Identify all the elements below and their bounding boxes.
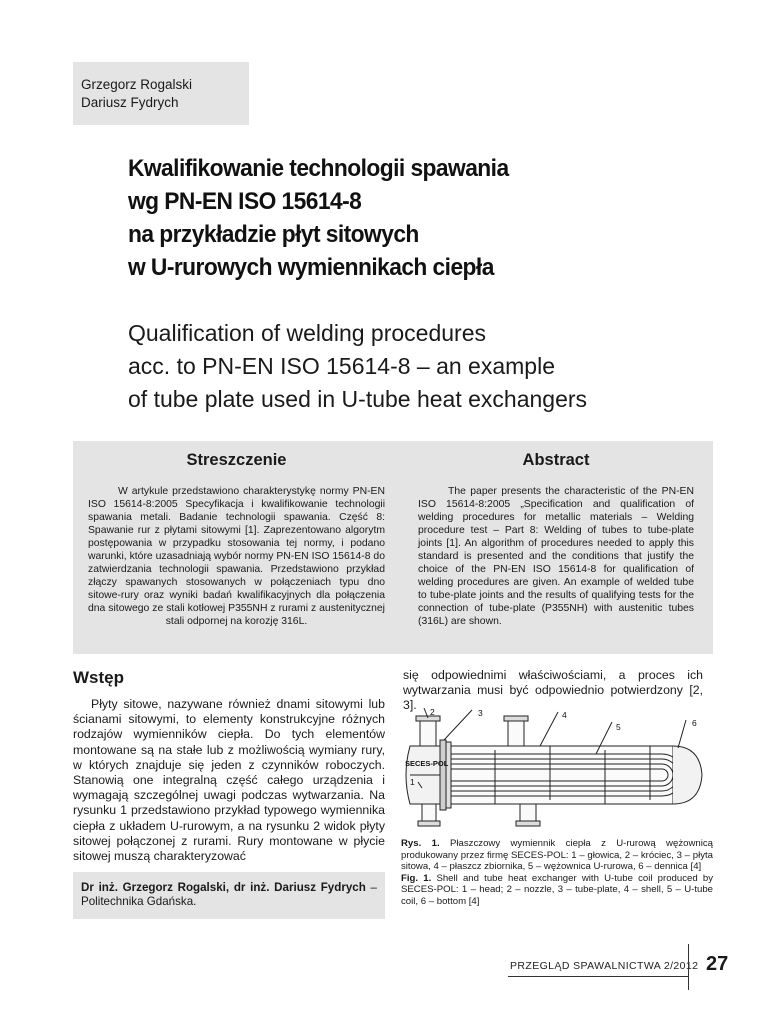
abstract-box [73, 441, 713, 654]
figure-caption [401, 838, 713, 908]
figure-label-2: 2 [430, 707, 435, 717]
shell-nozzle-bottom-flange [516, 821, 540, 826]
figure-label-1: 1 [410, 777, 415, 787]
tube-plate-flange [446, 742, 451, 808]
page-number-divider [688, 944, 689, 990]
author-name: Dariusz Fydrych [81, 95, 179, 110]
streszczenie-text: W artykule przedstawiono charakterystykę normy PN-EN ISO 15614-8:2005 Specyfikacja i kwalifikowanie technologii spawania metali. Badanie technologii spawania. Część 8: Spawanie rur z płytami sitowymi [1]. Zaprezentowano algorytm postępowania w przypadku stosowania tej normy, i podano warunki, które uzasadniają wybór normy PN-EN ISO 15614-8 do zatwierdzania technologii spawania. Przedstawiono przykład złączy spawanych stosowanych w połączeniach typu dno sitowe-rury oraz wyniki badań kwalifikacyjnych dla połączenia dna sitowego ze stali kotłowej P355NH z rurami z austenitycznej stali odpornej na korozję 316L. [88, 486, 385, 627]
intro-paragraph-left: Płyty sitowe, nazywane również dnami sitowymi lub ścianami sitowymi, to elementy konstrukcyjne różnych rodzajów wymienników ciepła. Do tych elementów montowane są na stałe lub z możliwością wymiany rury, w których znajduje się jeden z czynników roboczych. Stanowią one integralną część całego urządzenia i wymagają szczególnej uwagi podczas wytwarzania. Na rysunku 1 przedstawiono przykład typowego wymiennika ciepła z układem U-rurowym, a na rysunku 2 widok płyty sitowej połączonej z rurami. Rury montowane w płycie sitowej muszą charakteryzować [73, 697, 385, 864]
abstract-heading: Abstract [522, 451, 590, 469]
title-english-line: acc. to PN-EN ISO 15614-8 – an example [128, 353, 555, 379]
authors-box [73, 62, 249, 125]
caption-english [401, 873, 713, 908]
heat-exchanger-figure [400, 706, 712, 832]
caption-english-text: Shell and tube heat exchanger with U-tube coil produced by SECES-POL: 1 – head; 2 – nozzle, 3 – tube-plate, 4 – shell, 5 – U-tube coil, 6 – bottom [4] [401, 872, 714, 907]
streszczenie-heading: Streszczenie [186, 451, 287, 469]
footer-rule [508, 976, 688, 977]
tube-plate [440, 740, 446, 810]
bottom-dish [673, 746, 702, 804]
figure-label-6: 6 [692, 718, 697, 728]
title-polish-line: na przykładzie płyt sitowych [128, 221, 419, 248]
figure-label-3: 3 [478, 708, 483, 718]
figure-brand: SECES-POL [405, 759, 449, 768]
nozzle-top [420, 720, 436, 746]
shell-nozzle-top-flange [504, 716, 528, 721]
caption-polish-text: Płaszczowy wymiennik ciepła z U-rurową wężownicą produkowany przez firmę SECES-POL: 1 – głowica, 2 – króciec, 3 – płyta sitowa, 4 – płaszcz zbiornika, 5 – wężownica U-rurowa, 6 – dennica [4] [401, 838, 713, 873]
author-name: Grzegorz Rogalski [81, 77, 193, 92]
figure-label-4: 4 [562, 710, 567, 720]
shell-nozzle-bottom [520, 804, 536, 822]
author-affiliation [73, 872, 385, 919]
shell-nozzle-top [508, 720, 524, 746]
figure-label-5: 5 [616, 722, 621, 732]
title-polish [128, 152, 686, 284]
title-polish-line: wg PN-EN ISO 15614-8 [128, 188, 362, 215]
caption-polish [401, 838, 713, 873]
page-number: 27 [706, 953, 729, 975]
caption-english-label: Fig. 1. [401, 872, 432, 884]
nozzle-bottom-flange [418, 821, 440, 826]
affiliation-institution: – Politechnika Gdańska. [81, 881, 377, 908]
section-heading: Wstęp [73, 668, 124, 687]
affiliation-names: Dr inż. Grzegorz Rogalski, dr inż. Dariusz Fydrych [81, 881, 366, 894]
title-english-line: Qualification of welding procedures [128, 320, 486, 346]
intro-paragraph-right: się odpowiednimi właściwościami, a proces ich wytwarzania musi być odpowiednio potwierdzony [2, 3]. [403, 668, 703, 713]
shell [451, 746, 673, 804]
title-english-line: of tube plate used in U-tube heat exchangers [128, 386, 588, 412]
abstract-text: The paper presents the characteristic of the PN-EN ISO 15614-8:2005 „Specification and qualification of welding procedures for metallic materials – Welding procedure test – Part 8: Welding of tubes to tube-plate joints [1]. An algorithm of procedures needed to apply this standard is presented and the conditions that justify the choice of the PN-EN ISO 15614-8 for qualification of welding procedures are given. An example of welded tube to tube-plate joints and the results of qualifying tests for the connection of tube-plate (P355NH) with austenitic tubes (316L) are shown. [418, 486, 694, 627]
title-polish-line: Kwalifikowanie technologii spawania [128, 155, 509, 182]
title-english [128, 317, 748, 416]
caption-polish-label: Rys. 1. [401, 838, 440, 849]
title-polish-line: w U-rurowych wymiennikach ciepła [128, 254, 494, 281]
nozzle-bottom [422, 804, 436, 822]
journal-name: PRZEGLĄD SPAWALNICTWA 2/2012 [510, 960, 699, 972]
